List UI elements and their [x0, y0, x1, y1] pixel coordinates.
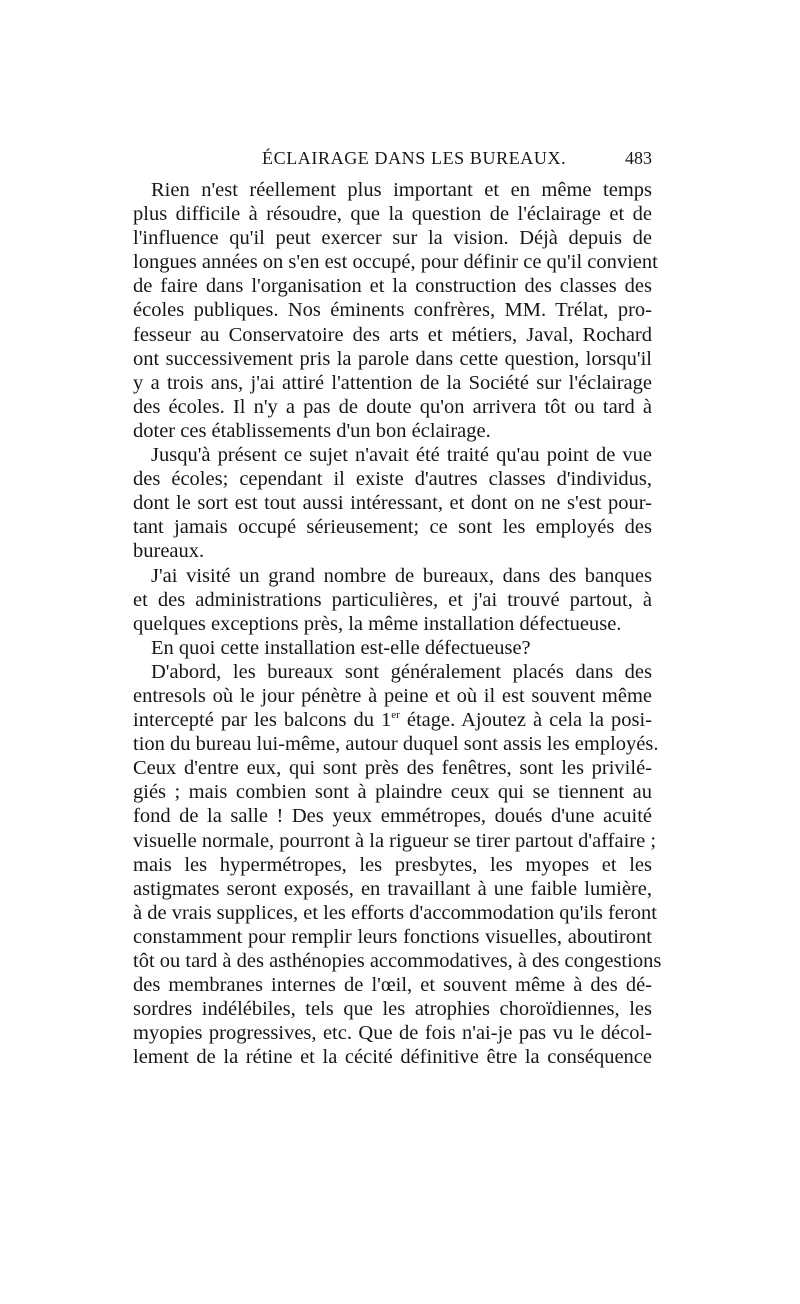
text-line: constamment pour remplir leurs fonctions visuelles, aboutiront: [133, 925, 652, 948]
text-line: quelques exceptions près, la même installation défectueuse.: [133, 612, 622, 635]
text-line: de faire dans l'organisation et la construction des classes des: [133, 275, 652, 298]
page-header: [133, 148, 652, 174]
text-line: D'abord, les bureaux sont généralement placés dans des: [151, 660, 652, 683]
text-line: plus difficile à résoudre, que la question de l'éclairage et de: [133, 203, 652, 226]
text-line: et des administrations particulières, et j'ai trouvé partout, à: [133, 588, 652, 611]
text-line: dont le sort est tout aussi intéressant, et dont on ne s'est pour-: [133, 492, 652, 515]
text-line: intercepté par les balcons du 1er étage. Ajoutez à cela la posi-: [133, 709, 652, 732]
text-line: tant jamais occupé sérieusement; ce sont les employés des: [133, 516, 652, 539]
text-line: giés ; mais combien sont à plaindre ceux qui se tiennent au: [133, 781, 652, 804]
text-line: myopies progressives, etc. Que de fois n'ai-je pas vu le décol-: [133, 1022, 652, 1045]
text-line: visuelle normale, pourront à la rigueur se tirer partout d'affaire ;: [133, 829, 657, 852]
text-line: longues années on s'en est occupé, pour définir ce qu'il convient: [133, 251, 658, 274]
text-line: des écoles. Il n'y a pas de doute qu'on arrivera tôt ou tard à: [133, 395, 652, 418]
text-line: astigmates seront exposés, en travaillant à une faible lumière,: [133, 877, 652, 900]
text-line: y a trois ans, j'ai attiré l'attention de la Société sur l'éclairage: [133, 371, 652, 394]
text-line: entresols où le jour pénètre à peine et où il est souvent même: [133, 684, 652, 707]
text-line: bureaux.: [133, 540, 205, 563]
text-line: ont successivement pris la parole dans cette question, lorsqu'il: [133, 347, 652, 370]
text-line: Rien n'est réellement plus important et en même temps: [151, 179, 652, 201]
text-line: tion du bureau lui-même, autour duquel sont assis les employés.: [133, 733, 659, 756]
text-line: fond de la salle ! Des yeux emmétropes, doués d'une acuité: [133, 805, 652, 828]
text-line: lement de la rétine et la cécité définitive être la conséquence: [133, 1046, 652, 1069]
text-line: sordres indélébiles, tels que les atrophies choroïdiennes, les: [133, 998, 652, 1021]
running-title: ÉCLAIRAGE DANS LES BUREAUX.: [262, 148, 567, 168]
text-line: des écoles; cependant il existe d'autres classes d'individus,: [133, 468, 652, 491]
text-line: des membranes internes de l'œil, et souvent même à des dé-: [133, 974, 652, 997]
text-line: Ceux d'entre eux, qui sont près des fenêtres, sont les privilé-: [133, 757, 652, 780]
text-line: mais les hypermétropes, les presbytes, les myopes et les: [133, 853, 652, 876]
text-line: tôt ou tard à des asthénopies accommodatives, à des congestions: [133, 950, 662, 972]
page-number: 483: [625, 148, 652, 168]
text-line: à de vrais supplices, et les efforts d'accommodation qu'ils feront: [133, 901, 657, 924]
text-line: l'influence qu'il peut exercer sur la vision. Déjà depuis de: [133, 227, 652, 250]
text-line: Jusqu'à présent ce sujet n'avait été traité qu'au point de vue: [151, 444, 652, 467]
text-line: écoles publiques. Nos éminents confrères, MM. Trélat, pro-: [133, 299, 652, 322]
body-text: [133, 178, 662, 1069]
text-line: fesseur au Conservatoire des arts et métiers, Javal, Rochard: [133, 323, 652, 346]
text-line: En quoi cette installation est-elle défectueuse?: [151, 636, 531, 659]
text-line: doter ces établissements d'un bon éclairage.: [133, 419, 491, 442]
text-line: J'ai visité un grand nombre de bureaux, dans des banques: [151, 564, 652, 587]
